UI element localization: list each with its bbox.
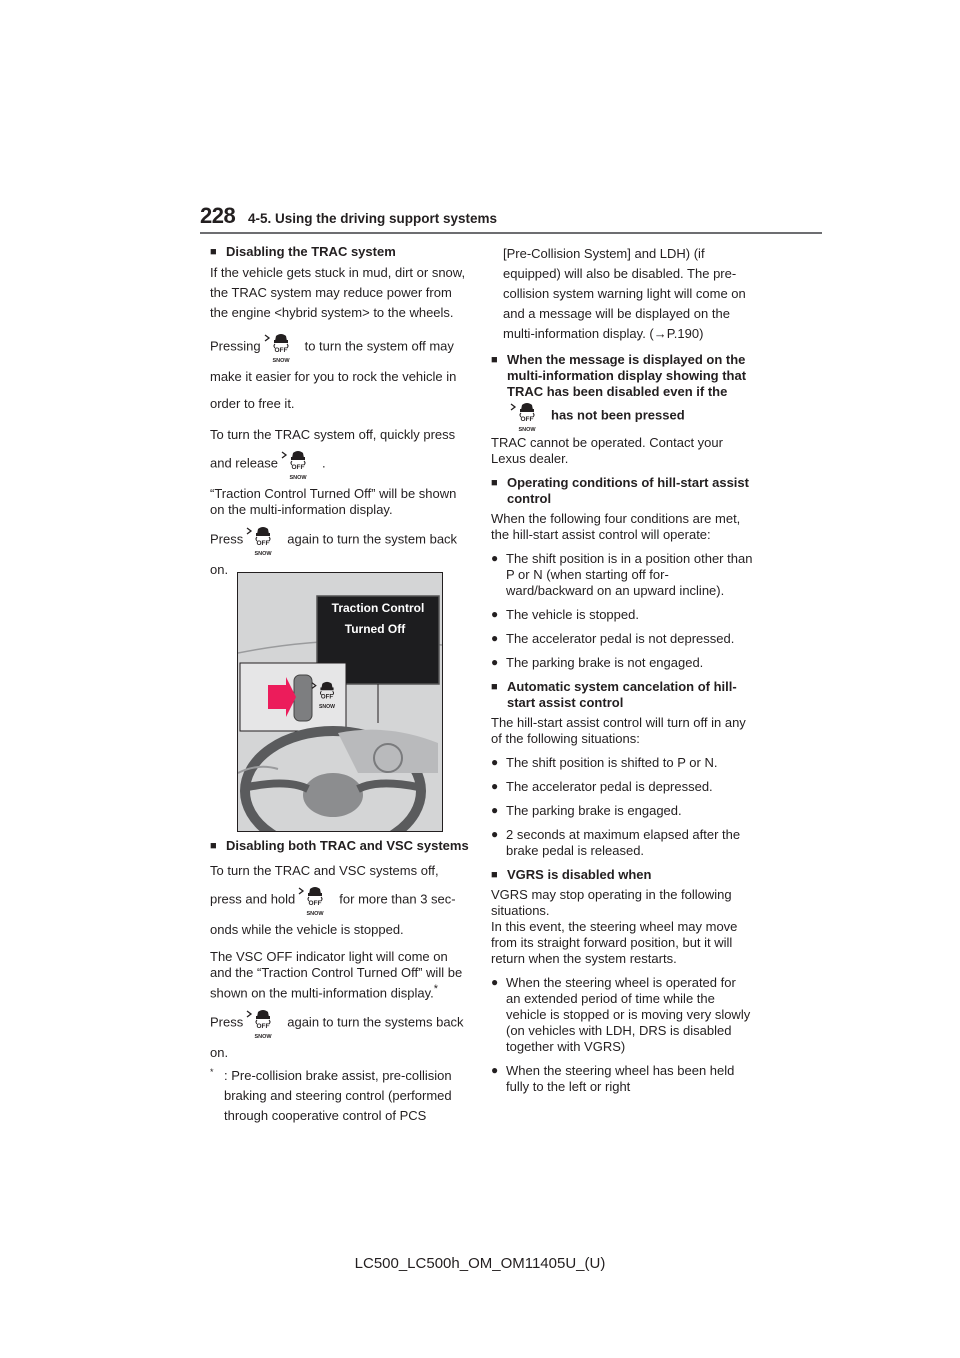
document-code: LC500_LC500h_OM_OM11405U_(U) [354,1255,606,1272]
heading-vgrs-disabled: ■ VGRS is disabled when [491,867,753,883]
page-number: 228 [200,203,236,228]
trac-off-snow-switch-icon [509,400,545,432]
list-item: ● When the steering wheel is operated for an extended period of time while the vehicle is stopped or is moving very slowly (on vehicles with LDH, DRS is disabled together with VGRS) [491,975,753,1055]
list-item: ● The parking brake is not engaged. [491,655,753,671]
list-item: ● 2 seconds at maximum elapsed after the brake pedal is released. [491,827,753,859]
paragraph-pressing: Pressing to turn the system off may make it easier for you to rock the vehicle in order to free it. [210,331,472,417]
paragraph-four-conditions: When the following four conditions are met, the hill-start assist control will operate: [491,511,741,542]
trac-off-snow-switch-icon [245,1007,281,1039]
list-item: ● When the steering wheel has been held fully to the left or right [491,1063,753,1095]
section-title: 4-5. Using the driving support systems [248,211,498,226]
left-column-top [210,244,472,583]
paragraph-display-message: “Traction Control Turned Off” will be shown on the multi-information display. [210,486,457,517]
paragraph-stuck: If the vehicle gets stuck in mud, dirt or snow, the TRAC system may reduce power from the engine <hybrid system> to the wheels. [210,265,466,320]
paragraph-turn-off-situations: The hill-start assist control will turn off in any of the following situations: [491,715,746,746]
list-item: ● The accelerator pedal is not depressed. [491,631,753,647]
paragraph-quick-press: To turn the TRAC system off, quickly press and release . [210,421,472,480]
list-item: ● The vehicle is stopped. [491,607,753,623]
header-divider [200,232,822,234]
display-text-line2: Turned Off [344,622,406,636]
footnote: * : Pre-collision brake assist, pre-collision braking and steering control (performed through cooperative control of PCS [210,1067,452,1124]
heading-disable-both: ■ Disabling both TRAC and VSC systems [210,838,472,854]
illustration-trac-off-switch [237,572,443,832]
trac-off-snow-switch-icon [263,331,299,363]
list-item: ● The shift position is shifted to P or N. [491,755,753,771]
heading-hill-start-conditions: ■ Operating conditions of hill-start assist control [491,475,753,507]
paragraph-vsc-off: The VSC OFF indicator light will come on and the “Traction Control Turned Off” will be shown on the multi-information display.* [210,949,463,1001]
heading-message-displayed: ■ When the message is displayed on the multi-information display showing that TRAC has been disabled even if the has not been pressed [491,352,753,432]
right-column [491,244,753,1095]
paragraph-pcs-continued: [Pre-Collision System] and LDH) (if equipped) will also be disabled. The pre-collision system warning light will come on and a message will be displayed on the multi-information display. (→P.190) [503,246,746,341]
paragraph-press-again: Press again to turn the system back on. [210,524,472,583]
list-item: ● The accelerator pedal is depressed. [491,779,753,795]
paragraph-vgrs-stop: VGRS may stop operating in the following situations. [491,887,732,918]
list-item: ● The shift position is in a position other than P or N (when starting off for-ward/backward on an upward incline). [491,551,753,599]
paragraph-press-again-systems: Press again to turn the systems back on. [210,1007,472,1066]
trac-off-snow-switch-icon [245,524,281,556]
left-column-bottom [210,838,472,1126]
dashboard-illustration [238,573,442,831]
heading-auto-cancel: ■ Automatic system cancelation of hill-start assist control [491,679,753,711]
arrow-icon: → [653,326,667,341]
list-item: ● The parking brake is engaged. [491,803,753,819]
footnote-mark: * [433,983,438,995]
paragraph-vgrs-event: In this event, the steering wheel may move from its straight forward position, but it will return when the system restarts. [491,919,738,966]
paragraph-contact-dealer: TRAC cannot be operated. Contact your Lexus dealer. [491,435,723,466]
paragraph-press-hold: To turn the TRAC and VSC systems off, press and hold for more than 3 sec-onds while the vehicle is stopped. [210,863,456,937]
trac-off-snow-switch-icon [280,448,316,480]
heading-disable-trac: ■ Disabling the TRAC system [210,244,472,260]
display-text-line1: Traction Control [331,601,425,615]
trac-off-snow-switch-icon [297,884,333,916]
